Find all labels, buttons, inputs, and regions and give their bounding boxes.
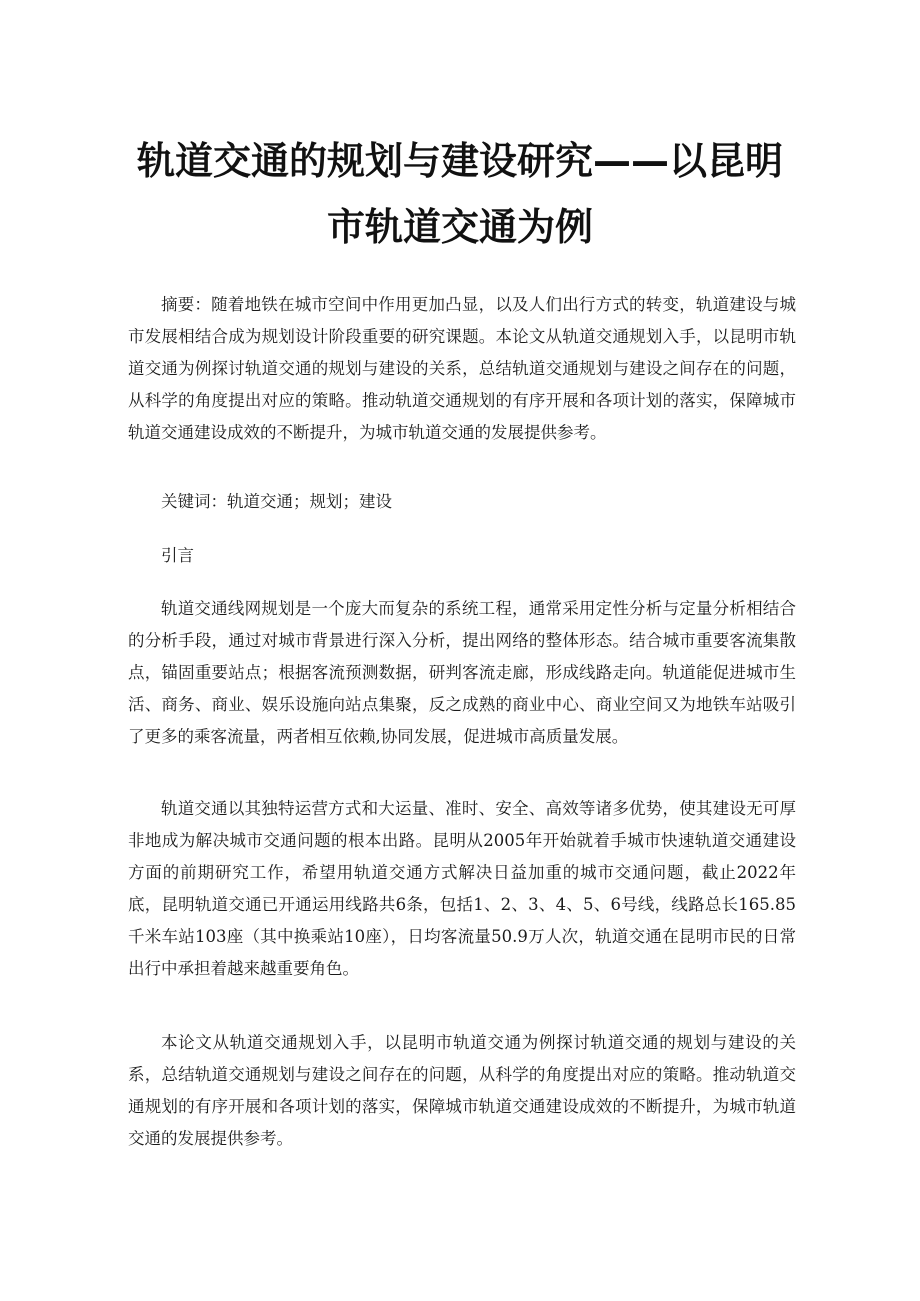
abstract-paragraph: 摘要：随着地铁在城市空间中作用更加凸显，以及人们出行方式的转变，轨道建设与城市发展相结合成为规划设计阶段重要的研究课题。本论文从轨道交通规划入手，以昆明市轨道交通为例探讨轨道交通的规划与建设的关系，总结轨道交通规划与建设之间存在的问题，从科学的角度提出对应的策略。推动轨道交通规划的有序开展和各项计划的落实，保障城市轨道交通建设成效的不断提升，为城市轨道交通的发展提供参考。 <box>128 295 796 442</box>
body-paragraph-2: 轨道交通以其独特运营方式和大运量、准时、安全、高效等诸多优势，使其建设无可厚非地成为解决城市交通问题的根本出路。昆明从2005年开始就着手城市快速轨道交通建设方面的前期研究工作，希望用轨道交通方式解决日益加重的城市交通问题，截止2022年底，昆明轨道交通已开通运用线路共6条，包括1、2、3、4、5、6号线，线路总长165.85千米车站103座（其中换乘站10座），日均客流量50.9万人次，轨道交通在昆明市民的日常出行中承担着越来越重要角色。 <box>128 799 796 978</box>
introduction-heading: 引言 <box>161 546 194 565</box>
body-paragraph-1: 轨道交通线网规划是一个庞大而复杂的系统工程，通常采用定性分析与定量分析相结合的分析手段，通过对城市背景进行深入分析，提出网络的整体形态。结合城市重要客流集散点，锚固重要站点；根据客流预测数据，研判客流走廊，形成线路走向。轨道能促进城市生活、商务、商业、娱乐设施向站点集聚，反之成熟的商业中心、商业空间又为地铁车站吸引了更多的乘客流量，两者相互依赖,协同发展，促进城市高质量发展。 <box>128 599 796 746</box>
paper-title-line-1: 轨道交通的规划与建设研究——以昆明 <box>136 139 783 183</box>
body-paragraph-3: 本论文从轨道交通规划入手，以昆明市轨道交通为例探讨轨道交通的规划与建设的关系，总结轨道交通规划与建设之间存在的问题，从科学的角度提出对应的策略。推动轨道交通规划的有序开展和各项计划的落实，保障城市轨道交通建设成效的不断提升，为城市轨道交通的发展提供参考。 <box>128 1033 796 1148</box>
keywords-line: 关键词：轨道交通；规划；建设 <box>161 492 392 511</box>
paper-title-line-2: 市轨道交通为例 <box>326 205 593 249</box>
